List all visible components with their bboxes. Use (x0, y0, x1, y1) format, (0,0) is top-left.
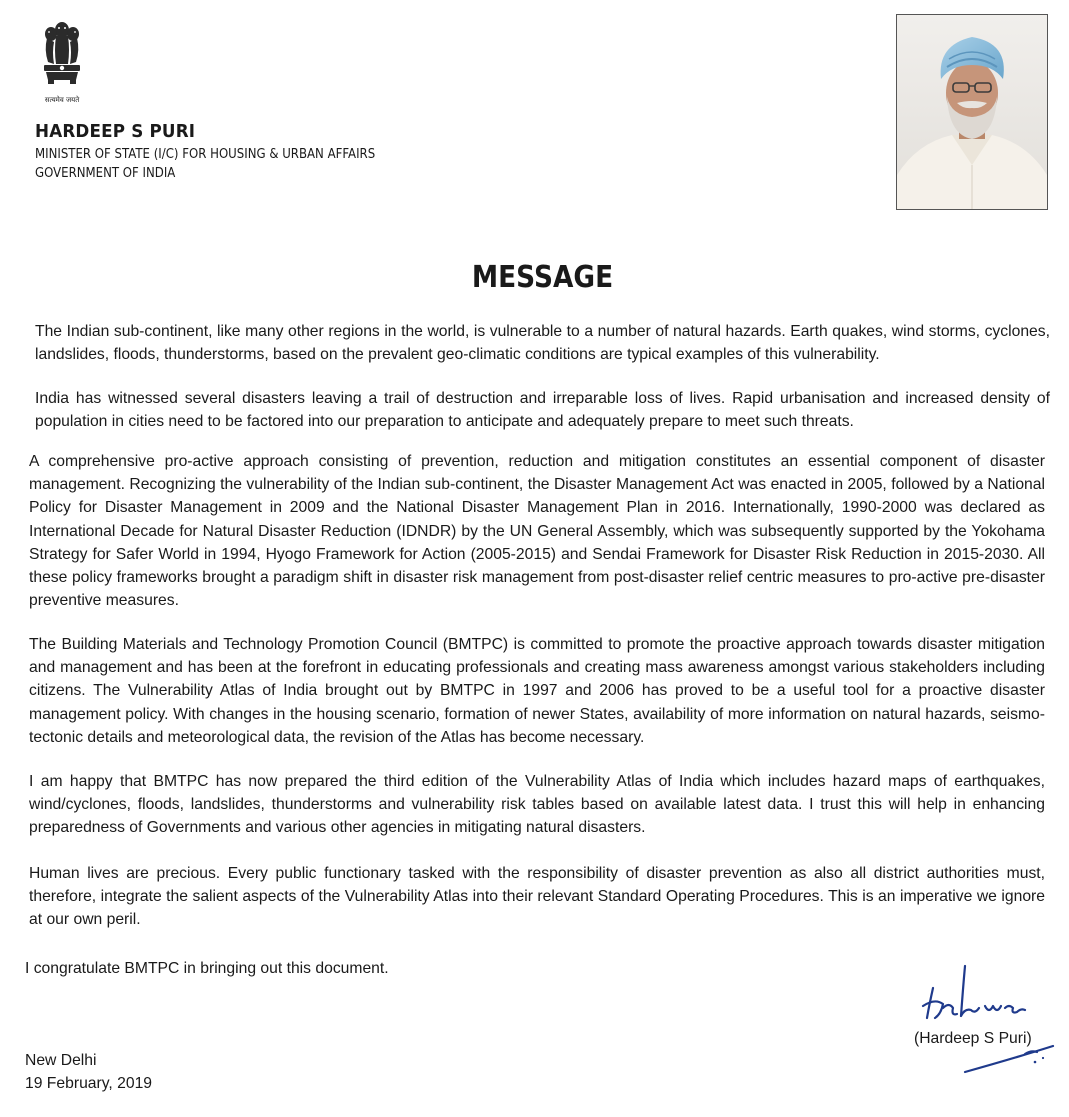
government-line: GOVERNMENT OF INDIA (35, 165, 176, 181)
date-line: 19 February, 2019 (25, 1075, 153, 1092)
page-title: MESSAGE (471, 260, 614, 295)
message-paragraph: The Building Materials and Technology Promotion Council (BMTPC) is committed to promote the proactive approach towards disaster mitigation and management and has been at the forefront in educating professionals and creating mass awareness amongst various stakeholders including citizens. The Vulnerability Atlas of India brought out by BMTPC in 1997 and 2006 has proved to be a useful tool for a proactive disaster management policy. With changes in the housing scenario, formation of newer States, availability of more information on natural hazards, seismo-tectonic details and meteorological data, the revision of the Atlas has become necessary. (29, 636, 1045, 746)
emblem-caption: सत्यमेव जयते (44, 96, 80, 104)
minister-designation: MINISTER OF STATE (I/C) FOR HOUSING & URBAN AFFAIRS (35, 146, 376, 162)
national-emblem (34, 16, 90, 108)
message-paragraph: A comprehensive pro-active approach consisting of prevention, reduction and mitigation constitutes an essential component of disaster management. Recognizing the vulnerability of the Indian sub-continent, the Disaster Management Act was enacted in 2005, followed by a National Policy for Disaster Management in 2009 and the National Disaster Management Plan in 2016. Internationally, 1990-2000 was declared as International Decade for Natural Disaster Reduction (IDNDR) by the UN General Assembly, which was subsequently supported by the Yokohama Strategy for Safer World in 1994, Hyogo Framework for Action (2005-2015) and Sendai Framework for Disaster Risk Reduction in 2015-2030. All these policy frameworks brought a paradigm shift in disaster risk management from post-disaster relief centric measures to pro-active pre-disaster preventive measures. (29, 453, 1045, 610)
closing-line: I congratulate BMTPC in bringing out this document. (25, 960, 389, 977)
message-paragraph: I am happy that BMTPC has now prepared the third edition of the Vulnerability Atlas of India which includes hazard maps of earthquakes, wind/cyclones, floods, landslides, thunderstorms and vulnerability risk tables based on available latest data. I trust this will help in enhancing preparedness of Governments and various other agencies in mitigating natural disasters. (29, 773, 1045, 837)
minister-name: HARDEEP S PURI (35, 121, 196, 142)
letterhead (35, 121, 426, 181)
message-paragraph: The Indian sub-continent, like many other regions in the world, is vulnerable to a number of natural hazards. Earth quakes, wind storms, cyclones, landslides, floods, thunderstorms, based on the prevalent geo-climatic conditions are typical examples of this vulnerability. (35, 323, 1050, 364)
message-paragraph: Human lives are precious. Every public functionary tasked with the responsibility of disaster prevention as also all district authorities must, therefore, integrate the salient aspects of the Vulnerability Atlas into their relevant Standard Operating Procedures. This is an imperative we ignore at our own peril. (29, 865, 1045, 929)
national-emblem-icon (34, 16, 90, 94)
signature (905, 958, 1055, 1078)
place-line: New Delhi (25, 1052, 97, 1069)
signatory-name: (Hardeep S Puri) (914, 1030, 1032, 1047)
message-paragraph: India has witnessed several disasters leaving a trail of destruction and irreparable loss of lives. Rapid urbanisation and increased density of population in cities need to be factored into our preparation to anticipate and adequately prepare to meet such threats. (35, 390, 1050, 431)
portrait-photo (896, 14, 1048, 210)
portrait-photo-image (897, 15, 1047, 209)
handwritten-signature (905, 958, 1055, 1078)
